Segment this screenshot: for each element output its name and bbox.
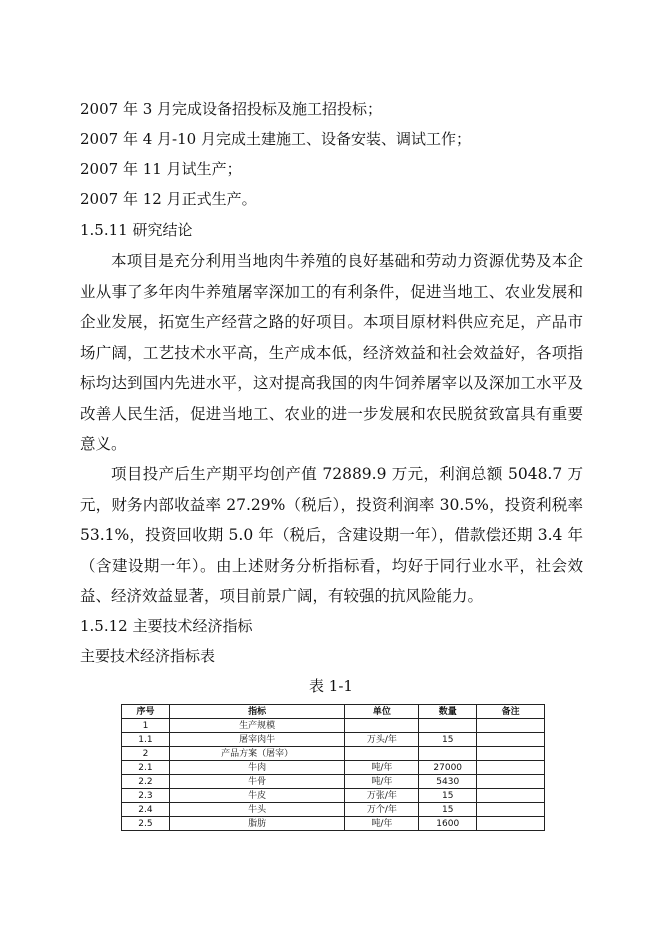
cell-unit: 吨/年 bbox=[345, 817, 419, 831]
cell-index: 2.3 bbox=[122, 789, 170, 803]
section-heading-tech-econ-indicators: 1.5.12 主要技术经济指标 bbox=[80, 617, 253, 635]
cell-unit: 吨/年 bbox=[345, 761, 419, 775]
cell-unit: 万头/年 bbox=[345, 733, 419, 747]
cell-index: 2.4 bbox=[122, 803, 170, 817]
cell-remarks bbox=[477, 775, 545, 789]
cell-quantity: 15 bbox=[419, 789, 477, 803]
cell-indicator: 牛头 bbox=[169, 803, 345, 817]
cell-indicator: 牛骨 bbox=[169, 775, 345, 789]
cell-unit: 万张/年 bbox=[345, 789, 419, 803]
conclusion-body bbox=[80, 246, 583, 460]
cell-indicator: 牛皮 bbox=[169, 789, 345, 803]
table-caption: 主要技术经济指标表 bbox=[80, 647, 216, 665]
cell-index: 2 bbox=[122, 747, 170, 761]
cell-quantity: 1600 bbox=[419, 817, 477, 831]
conclusion-paragraph-1: 本项目是充分利用当地肉牛养殖的良好基础和劳动力资源优势及本企业从事了多年肉牛养殖屠宰深加工的有利条件，促进当地工、农业发展和企业发展，拓宽生产经营之路的好项目。本项目原材料供应充足，产品市场广阔，工艺技术水平高，生产成本低，经济效益和社会效益好，各项指标均达到国内先进水平，这对提高我国的肉牛饲养屠宰以及深加工水平及改善人民生活，促进当地工、农业的进一步发展和农民脱贫致富具有重要意义。 bbox=[80, 252, 583, 453]
cell-indicator: 产品方案（屠宰） bbox=[169, 747, 345, 761]
cell-index: 2.1 bbox=[122, 761, 170, 775]
header-remarks: 备注 bbox=[477, 705, 545, 719]
cell-index: 2.5 bbox=[122, 817, 170, 831]
header-unit: 单位 bbox=[345, 705, 419, 719]
cell-unit bbox=[345, 747, 419, 761]
cell-quantity: 15 bbox=[419, 803, 477, 817]
table-row bbox=[122, 817, 545, 831]
cell-index: 1.1 bbox=[122, 733, 170, 747]
cell-indicator: 屠宰肉牛 bbox=[169, 733, 345, 747]
cell-remarks bbox=[477, 803, 545, 817]
header-index: 序号 bbox=[122, 705, 170, 719]
cell-quantity: 15 bbox=[419, 733, 477, 747]
cell-remarks bbox=[477, 747, 545, 761]
cell-remarks bbox=[477, 817, 545, 831]
cell-quantity bbox=[419, 747, 477, 761]
cell-quantity: 5430 bbox=[419, 775, 477, 789]
cell-remarks bbox=[477, 733, 545, 747]
cell-indicator: 生产规模 bbox=[169, 719, 345, 733]
header-indicator: 指标 bbox=[169, 705, 345, 719]
financial-body bbox=[80, 459, 583, 612]
cell-indicator: 脂肪 bbox=[169, 817, 345, 831]
cell-quantity: 27000 bbox=[419, 761, 477, 775]
table-row bbox=[122, 733, 545, 747]
schedule-line-1: 2007 年 3 月完成设备招投标及施工招投标； bbox=[80, 100, 383, 118]
cell-remarks bbox=[477, 761, 545, 775]
table-row bbox=[122, 747, 545, 761]
table-row bbox=[122, 775, 545, 789]
indicators-table bbox=[121, 704, 545, 831]
cell-remarks bbox=[477, 789, 545, 803]
cell-unit: 万个/年 bbox=[345, 803, 419, 817]
schedule-line-3: 2007 年 11 月试生产； bbox=[80, 160, 242, 178]
table-row bbox=[122, 803, 545, 817]
cell-unit bbox=[345, 719, 419, 733]
table-row bbox=[122, 789, 545, 803]
table-row bbox=[122, 719, 545, 733]
cell-index: 2.2 bbox=[122, 775, 170, 789]
table-title: 表 1-1 bbox=[309, 677, 353, 695]
cell-index: 1 bbox=[122, 719, 170, 733]
cell-quantity bbox=[419, 719, 477, 733]
schedule-line-4: 2007 年 12 月正式生产。 bbox=[80, 190, 257, 208]
table-header-row bbox=[122, 705, 545, 719]
conclusion-paragraph-2: 项目投产后生产期平均创产值 72889.9 万元，利润总额 5048.7 万元，财务内部收益率 27.29%（税后），投资利润率 30.5%，投资利税率 53.1%，投资回收期 5.0 年（税后，含建设期一年），借款偿还期 3.4 年（含建设期一年）。由上述财务分析指标看，均好于同行业水平，社会效益、经济效益显著，项目前景广阔，有较强的抗风险能力。 bbox=[80, 465, 583, 605]
cell-remarks bbox=[477, 719, 545, 733]
cell-unit: 吨/年 bbox=[345, 775, 419, 789]
header-quantity: 数量 bbox=[419, 705, 477, 719]
cell-indicator: 牛肉 bbox=[169, 761, 345, 775]
table-row bbox=[122, 761, 545, 775]
section-heading-research-conclusion: 1.5.11 研究结论 bbox=[80, 221, 193, 239]
schedule-line-2: 2007 年 4 月-10 月完成土建施工、设备安装、调试工作； bbox=[80, 130, 471, 148]
